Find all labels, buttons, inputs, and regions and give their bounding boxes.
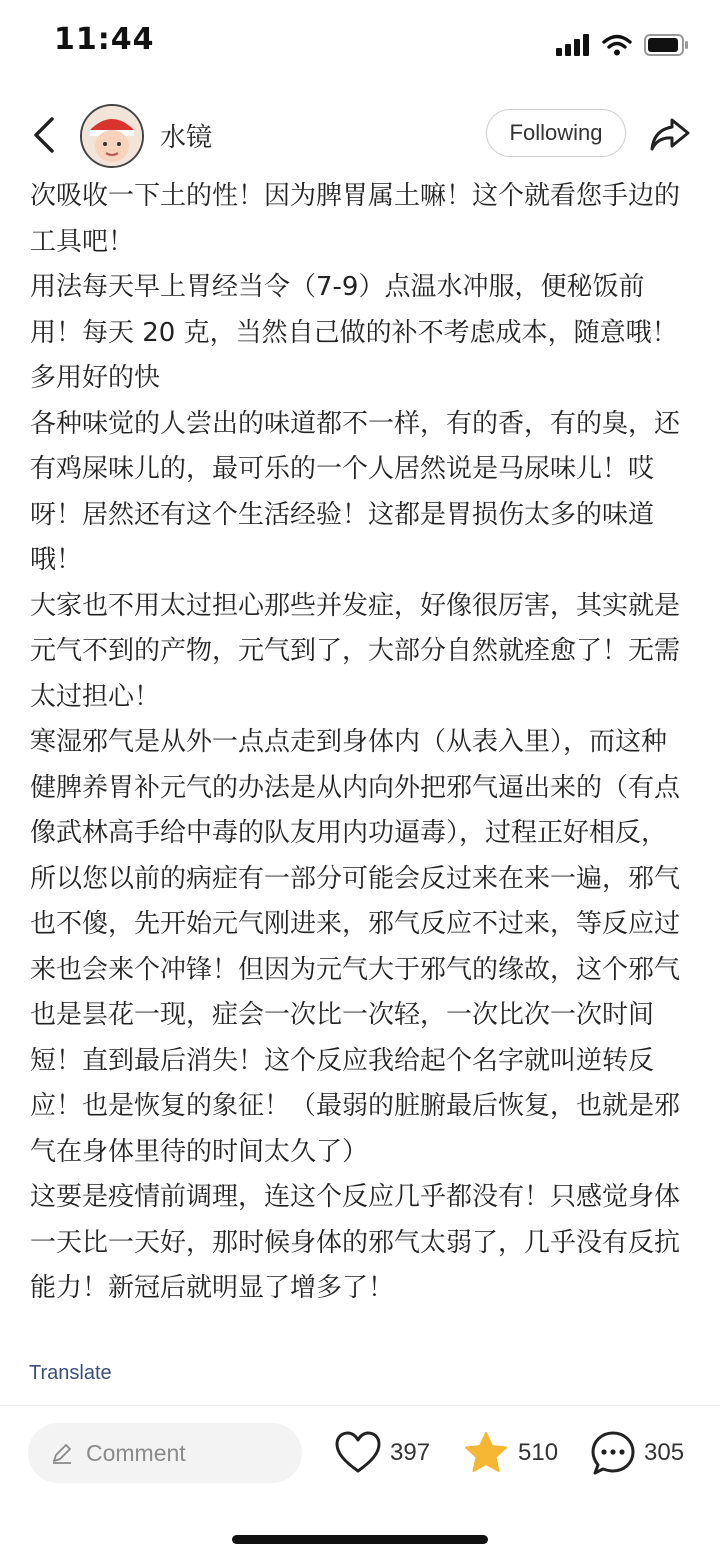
battery-icon <box>644 33 690 57</box>
star-icon <box>462 1430 510 1476</box>
post-body <box>30 174 690 1312</box>
comment-bubble-icon <box>590 1430 636 1476</box>
post-paragraph: 各种味觉的人尝出的味道都不一样，有的香，有的臭，还有鸡屎味儿的，最可乐的一个人居然说是马尿味儿！哎呀！居然还有这个生活经验！这都是胃损伤太多的味道哦！ <box>30 408 681 575</box>
avatar[interactable] <box>80 104 144 168</box>
divider <box>0 1405 720 1406</box>
status-bar <box>0 0 720 88</box>
share-icon[interactable] <box>648 114 692 154</box>
status-time: 11:44 <box>54 22 155 57</box>
favorite-count: 510 <box>518 1439 559 1466</box>
pencil-icon <box>50 1441 74 1465</box>
translate-link[interactable]: Translate <box>29 1362 112 1384</box>
heart-icon <box>334 1431 382 1475</box>
comment-button[interactable] <box>590 1428 684 1478</box>
wifi-icon <box>602 34 632 56</box>
comment-placeholder: Comment <box>86 1439 186 1466</box>
avatar-image <box>82 106 142 166</box>
signal-icon <box>556 34 590 56</box>
comment-input[interactable] <box>28 1423 302 1483</box>
like-count: 397 <box>390 1439 431 1466</box>
comment-count: 305 <box>644 1439 685 1466</box>
post-paragraph: 用法每天早上胃经当令（7-9）点温水冲服，便秘饭前用！每天 20 克，当然自己做的补不考虑成本，随意哦！多用好的快 <box>30 272 678 393</box>
like-button[interactable] <box>334 1428 430 1478</box>
username[interactable]: 水镜 <box>160 123 213 153</box>
following-button[interactable]: Following <box>486 109 626 157</box>
post-header <box>0 95 720 175</box>
favorite-button[interactable] <box>462 1428 558 1478</box>
post-paragraph: 寒湿邪气是从外一点点走到身体内（从表入里），而这种健脾养胃补元气的办法是从内向外把邪气逼出来的（有点像武林高手给中毒的队友用内功逼毒），过程正好相反，所以您以前的病症有一部分可能会反过来在来一遍，邪气也不傻，先开始元气刚进来，邪气反应不过来，等反应过来也会来个冲锋！但因为元气大于邪气的缘故，这个邪气也是昙花一现，症会一次比一次轻，一次比次一次时间短！直到最后消失！这个反应我给起个名字就叫逆转反应！也是恢复的象征！（最弱的脏腑最后恢复，也就是邪气在身体里待的时间太久了） <box>30 727 681 1167</box>
post-paragraph: 这要是疫情前调理，连这个反应几乎都没有！只感觉身体一天比一天好，那时候身体的邪气太弱了，几乎没有反抗能力！新冠后就明显了增多了！ <box>30 1182 681 1303</box>
post-paragraph: 次吸收一下土的性！因为脾胃属土嘛！这个就看您手边的工具吧！ <box>30 181 681 257</box>
post-paragraph: 大家也不用太过担心那些并发症，好像很厉害，其实就是元气不到的产物，元气到了，大部分自然就痊愈了！无需太过担心！ <box>30 590 681 712</box>
status-icons <box>556 30 690 60</box>
back-arrow-icon[interactable] <box>24 113 64 157</box>
home-indicator[interactable] <box>232 1535 488 1544</box>
bottom-action-bar <box>0 1420 720 1490</box>
